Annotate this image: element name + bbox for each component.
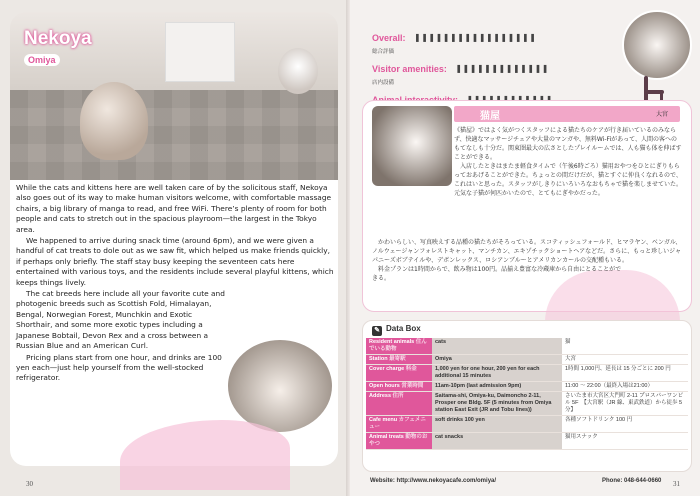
cat-photo	[372, 106, 452, 186]
page-title: Nekoya	[24, 28, 92, 49]
info-icon: ✎	[372, 326, 382, 336]
table-row: Animal treats 動物のおやつ cat snacks 猫用スナック	[366, 433, 688, 450]
website-link[interactable]: Website: http://www.nekoyacafe.com/omiya/	[370, 478, 497, 484]
page-subtitle: Omiya	[24, 54, 60, 66]
photo-floor	[10, 90, 338, 180]
page-number: 31	[673, 480, 680, 488]
japanese-text-bottom: かわいらしい、写真映えする品種の猫たちがそろっている。スコティッシュフォールド、ヒマラヤン、ベンガル、ノルウェージャンフォレストキャット、マンチカン、エキゾチックショートヘアなどだ。さらに、もっと珍しいジャパニーズボブテイルや、デボンレックス、ロシアンブルーとアメリカンカールの交配種もいる。 料金プランは1時間からで、飲み物は100円。品揃え豊富な冷蔵庫から自由にとることができる。	[372, 239, 682, 282]
rating-overall: Overall: ❚❚❚❚❚❚❚❚❚❚❚❚❚❚❚❚❚ 総合評価	[372, 33, 537, 55]
right-page	[350, 0, 700, 496]
table-row: Station 最寄駅 Omiya 大宮	[366, 355, 688, 365]
kitten-photo-small	[278, 48, 318, 94]
japanese-text-top: 《猫屋》ではよく気がつくスタッフによる猫たちのケアが行き届いているのみならず、快適なマッサージチェアや大量のマンガや、無料Wi-Fiがあって、人間の客へのもてなしも十分だ。関東圏最大の広さとしたプレイルームでは、人も猫も体を伸ばすことができる。 入店したときはまたま軽食タイムで（午後6時ごろ）猫用おやつをひとにぎりもらっておあげることができた。ちょっとの間だけだが、猫とすぐに仲良くなれるので、これはいと思った。スタッフがしきりにいろいろなおもちゃで猫を楽しませていた。元気な子猫が何匹かいたので、とてもにぎやかだった。	[454, 127, 683, 197]
cat-photo-circle	[226, 338, 334, 434]
phone-number: Phone: 048-644-0660	[602, 478, 662, 484]
article-paragraph: The cat breeds here include all your favorite cute and photogenic breeds such as Scottish Fold, Himalayan, Bengal, Norwegian Forest, Munchkin and Exotic Shorthair, and some more exotic types including a Japanese Bobtail, Devon Rex and a cross between a Russian Blue and an American Curl.	[16, 289, 225, 351]
rating-stars: ❚❚❚❚❚❚❚❚❚❚❚❚❚❚❚❚❚	[413, 33, 537, 42]
kitten-photo	[80, 82, 148, 160]
shop-area-jp: 大宮	[656, 112, 669, 118]
article-paragraph: Pricing plans start from one hour, and drinks are 100 yen each—just help yourself from the well-stocked refrigerator.	[16, 352, 222, 383]
shop-name-jp: 猫屋	[480, 111, 500, 122]
cat-photo-circle-top	[622, 10, 692, 80]
table-row: Address 住所 Saitama-shi, Omiya-ku, Daimoncho 2-11, Prosper one Bldg. 5F (5 minutes from Omiya station East Exit (JR and Tobu lines)) さいたま市大宮区大門町 2-11 プロスパーワンビル 5F 【大宮駅（JR 線、東武鉄道）から徒歩 5 分】	[366, 392, 688, 416]
data-box-title: ✎ Data Box	[372, 324, 421, 336]
article-paragraph: While the cats and kittens here are well taken care of by the solicitous staff, Nekoya also goes out of its way to make human visitors welcome, with comfortable massage chairs, a big library of manga to read, and free WiFi. There’s plenty of room for both people and cats to stretch out in the spacious playroom—the largest in the Tokyo area.	[16, 183, 332, 234]
rating-stars: ❚❚❚❚❚❚❚❚❚❚❚❚❚	[455, 64, 549, 73]
table-row: Open hours 営業時間 11am-10pm (last admission 9pm) 11:00 ～ 22:00（最終入場は21:00）	[366, 382, 688, 392]
table-row: Resident animals 住んでいる動物 cats 猫	[366, 338, 688, 355]
data-table	[366, 338, 688, 450]
article-paragraph: We happened to arrive during snack time (around 6pm), and we were given a handful of cat treats to dole out as we saw fit, which helped us make friends quickly, if perhaps only briefly. The staff stay busy keeping the seventeen cats here entertained with various toys, and the residents include several playful kittens, which keeps things lively.	[16, 236, 334, 287]
photo-background-box	[165, 22, 235, 82]
rating-amenities: Visitor amenities: ❚❚❚❚❚❚❚❚❚❚❚❚❚ 店内設備	[372, 64, 549, 86]
table-row: Cafe menu カフェメニュー soft drinks 100 yen 各種ソフトドリンク 100 円	[366, 416, 688, 433]
page-number: 30	[26, 480, 33, 488]
table-row: Cover charge 料金 1,000 yen for one hour, 200 yen for each additional 15 minutes 1時間 1,000円、延長は 15 分ごとに 200 円	[366, 365, 688, 382]
